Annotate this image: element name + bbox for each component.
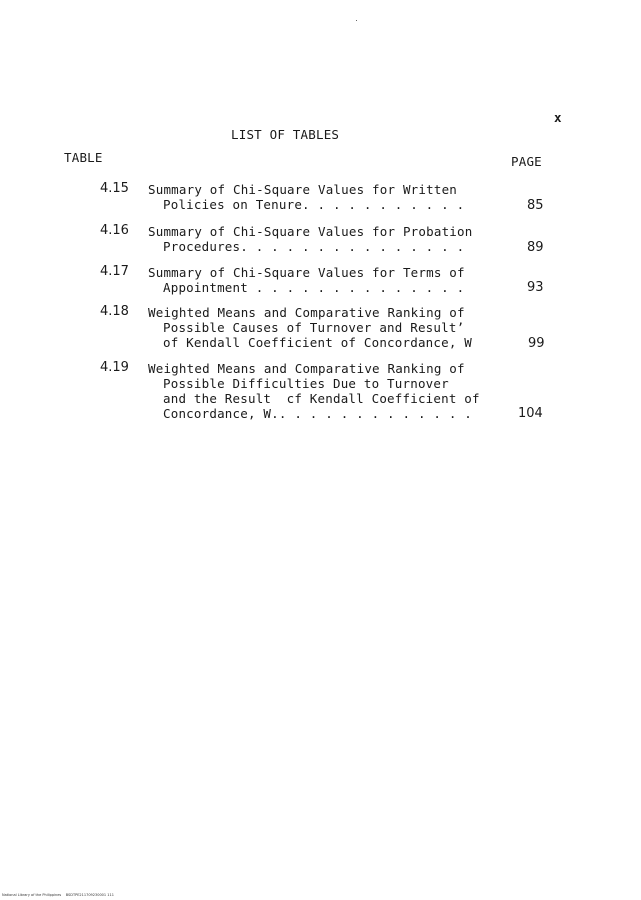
table-entry-page: 89 — [527, 240, 544, 255]
page-number: x — [554, 110, 562, 125]
table-entry-title-line: Procedures. . . . . . . . . . . . . . . — [163, 239, 465, 254]
table-entry-title-line: Appointment . . . . . . . . . . . . . . — [163, 280, 465, 295]
column-header-page: PAGE — [511, 154, 542, 169]
table-entry-title-line: Concordance, W.. . . . . . . . . . . . . — [163, 406, 473, 421]
table-entry-title-line: Summary of Chi-Square Values for Terms of — [148, 265, 465, 280]
table-entry-title-line: Possible Difficulties Due to Turnover — [163, 376, 449, 391]
table-entry-number: 4.15 — [100, 181, 129, 196]
table-entry-title-line: Weighted Means and Comparative Ranking of — [148, 361, 465, 376]
table-entry-number: 4.19 — [100, 360, 129, 375]
table-entry-title-line: Weighted Means and Comparative Ranking of — [148, 305, 465, 320]
table-entry-page: 99 — [528, 336, 545, 351]
table-entry-title-line: Policies on Tenure. . . . . . . . . . . — [163, 197, 465, 212]
table-entry-title-line: Summary of Chi-Square Values for Written — [148, 182, 458, 197]
table-entry-number: 4.17 — [100, 264, 129, 279]
table-entry-title-line: Summary of Chi-Square Values for Probation — [148, 224, 473, 239]
page-title: LIST OF TABLES — [231, 127, 340, 142]
table-entry-page: 85 — [527, 198, 544, 213]
table-entry-page: 104 — [518, 406, 543, 421]
table-entry-number: 4.16 — [100, 223, 129, 238]
column-header-table: TABLE — [64, 150, 103, 165]
scan-footer: National Library of the Philippines BSDTPE211709230001 111 — [2, 893, 114, 897]
table-entry-title-line: of Kendall Coefficient of Concordance, W — [163, 335, 473, 350]
table-entry-title-line: Possible Causes of Turnover and Result’ — [163, 320, 465, 335]
table-entry-number: 4.18 — [100, 304, 129, 319]
scan-speck — [356, 20, 357, 21]
table-entry-title-line: and the Result cf Kendall Coefficient of — [163, 391, 480, 406]
table-entry-page: 93 — [527, 280, 544, 295]
